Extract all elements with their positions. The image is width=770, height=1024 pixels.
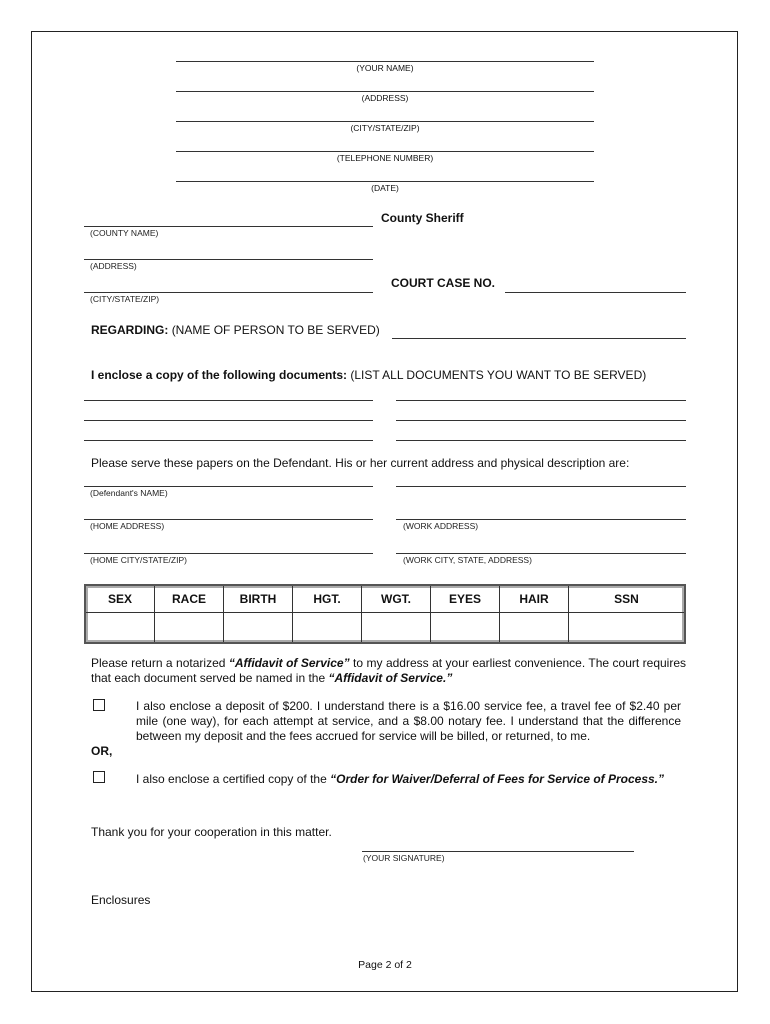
regarding-line[interactable] xyxy=(392,338,686,339)
work-address-label: (WORK ADDRESS) xyxy=(403,521,479,531)
deposit-option-text: I also enclose a deposit of $200. I understand there is a $16.00 service fee, a travel fee of $2.40 per mile (one way), for each attempt at service, and a $8.00 notary fee. I understand that the difference between my deposit and the fees accrued for service will be billed, or returned, to me. xyxy=(136,699,681,743)
cell-hair[interactable] xyxy=(500,613,569,644)
document-line-3[interactable] xyxy=(84,420,373,421)
cell-birth[interactable] xyxy=(224,613,293,644)
col-sex: SEX xyxy=(85,585,155,613)
document-line-4[interactable] xyxy=(396,420,686,421)
sheriff-address-label: (ADDRESS) xyxy=(90,261,137,271)
regarding-row xyxy=(91,323,380,337)
return-text-2: to my address at your earliest convenience. The court requires that each document served be named in the xyxy=(91,656,687,685)
signature-label: (YOUR SIGNATURE) xyxy=(363,853,445,863)
address-line[interactable] xyxy=(176,91,594,92)
your-name-line[interactable] xyxy=(176,61,594,62)
regarding-label: REGARDING: xyxy=(91,323,169,337)
col-birth: BIRTH xyxy=(224,585,293,613)
address-label: (ADDRESS) xyxy=(361,93,409,103)
home-address-line[interactable] xyxy=(84,519,373,520)
city-state-zip-label: (CITY/STATE/ZIP) xyxy=(350,123,420,133)
waiver-order-term: “Order for Waiver/Deferral of Fees for Service of Process.” xyxy=(330,772,665,786)
table-header-row xyxy=(85,585,685,613)
affidavit-term-2: “Affidavit of Service.” xyxy=(328,671,453,685)
col-race: RACE xyxy=(155,585,224,613)
court-case-line[interactable] xyxy=(505,292,686,293)
cell-ssn[interactable] xyxy=(569,613,686,644)
document-line-6[interactable] xyxy=(396,440,686,441)
defendant-name-label: (Defendant's NAME) xyxy=(90,488,168,498)
col-hgt: HGT. xyxy=(293,585,362,613)
date-line[interactable] xyxy=(176,181,594,182)
thank-you-text: Thank you for your cooperation in this matter. xyxy=(91,825,332,839)
work-address-line[interactable] xyxy=(396,519,686,520)
col-wgt: WGT. xyxy=(362,585,431,613)
cell-sex[interactable] xyxy=(85,613,155,644)
telephone-line[interactable] xyxy=(176,151,594,152)
col-ssn: SSN xyxy=(569,585,686,613)
or-label: OR, xyxy=(91,744,113,758)
home-address-label: (HOME ADDRESS) xyxy=(90,521,165,531)
county-sheriff-title: County Sheriff xyxy=(381,211,464,225)
county-name-label: (COUNTY NAME) xyxy=(90,228,159,238)
enclose-hint: (LIST ALL DOCUMENTS YOU WANT TO BE SERVED) xyxy=(350,368,647,382)
sheriff-address-line[interactable] xyxy=(84,259,373,260)
home-city-line[interactable] xyxy=(84,553,373,554)
defendant-extra-line[interactable] xyxy=(396,486,686,487)
document-line-1[interactable] xyxy=(84,400,373,401)
cell-race[interactable] xyxy=(155,613,224,644)
cell-wgt[interactable] xyxy=(362,613,431,644)
court-case-label: COURT CASE NO. xyxy=(391,276,496,290)
serve-text: Please serve these papers on the Defendant. His or her current address and physical description are: xyxy=(91,456,630,470)
table-row xyxy=(85,613,685,644)
waiver-text-1: I also enclose a certified copy of the xyxy=(136,772,331,786)
return-paragraph xyxy=(91,656,686,686)
page-number: Page 2 of 2 xyxy=(358,959,412,971)
enclose-row xyxy=(91,368,646,382)
your-name-label: (YOUR NAME) xyxy=(356,63,414,73)
page-border xyxy=(31,31,738,992)
deposit-checkbox[interactable] xyxy=(93,699,105,711)
work-city-line[interactable] xyxy=(396,553,686,554)
defendant-name-line[interactable] xyxy=(84,486,373,487)
document-line-2[interactable] xyxy=(396,400,686,401)
col-hair: HAIR xyxy=(500,585,569,613)
cell-hgt[interactable] xyxy=(293,613,362,644)
cell-eyes[interactable] xyxy=(431,613,500,644)
enclosures-label: Enclosures xyxy=(91,893,151,907)
date-label: (DATE) xyxy=(371,183,399,193)
signature-line[interactable] xyxy=(362,851,634,852)
sheriff-city-line[interactable] xyxy=(84,292,373,293)
regarding-hint: (NAME OF PERSON TO BE SERVED) xyxy=(171,323,380,337)
county-name-line[interactable] xyxy=(84,226,373,227)
sheriff-city-label: (CITY/STATE/ZIP) xyxy=(90,294,160,304)
affidavit-term: “Affidavit of Service” xyxy=(228,656,350,670)
city-state-zip-line[interactable] xyxy=(176,121,594,122)
waiver-checkbox[interactable] xyxy=(93,771,105,783)
telephone-label: (TELEPHONE NUMBER) xyxy=(336,153,434,163)
home-city-label: (HOME CITY/STATE/ZIP) xyxy=(90,555,187,565)
document-line-5[interactable] xyxy=(84,440,373,441)
physical-description-table xyxy=(84,584,686,644)
return-text-1: Please return a notarized xyxy=(91,656,229,670)
waiver-option-text xyxy=(136,772,681,787)
enclose-label: I enclose a copy of the following documents: xyxy=(91,368,348,382)
work-city-label: (WORK CITY, STATE, ADDRESS) xyxy=(403,555,532,565)
col-eyes: EYES xyxy=(431,585,500,613)
